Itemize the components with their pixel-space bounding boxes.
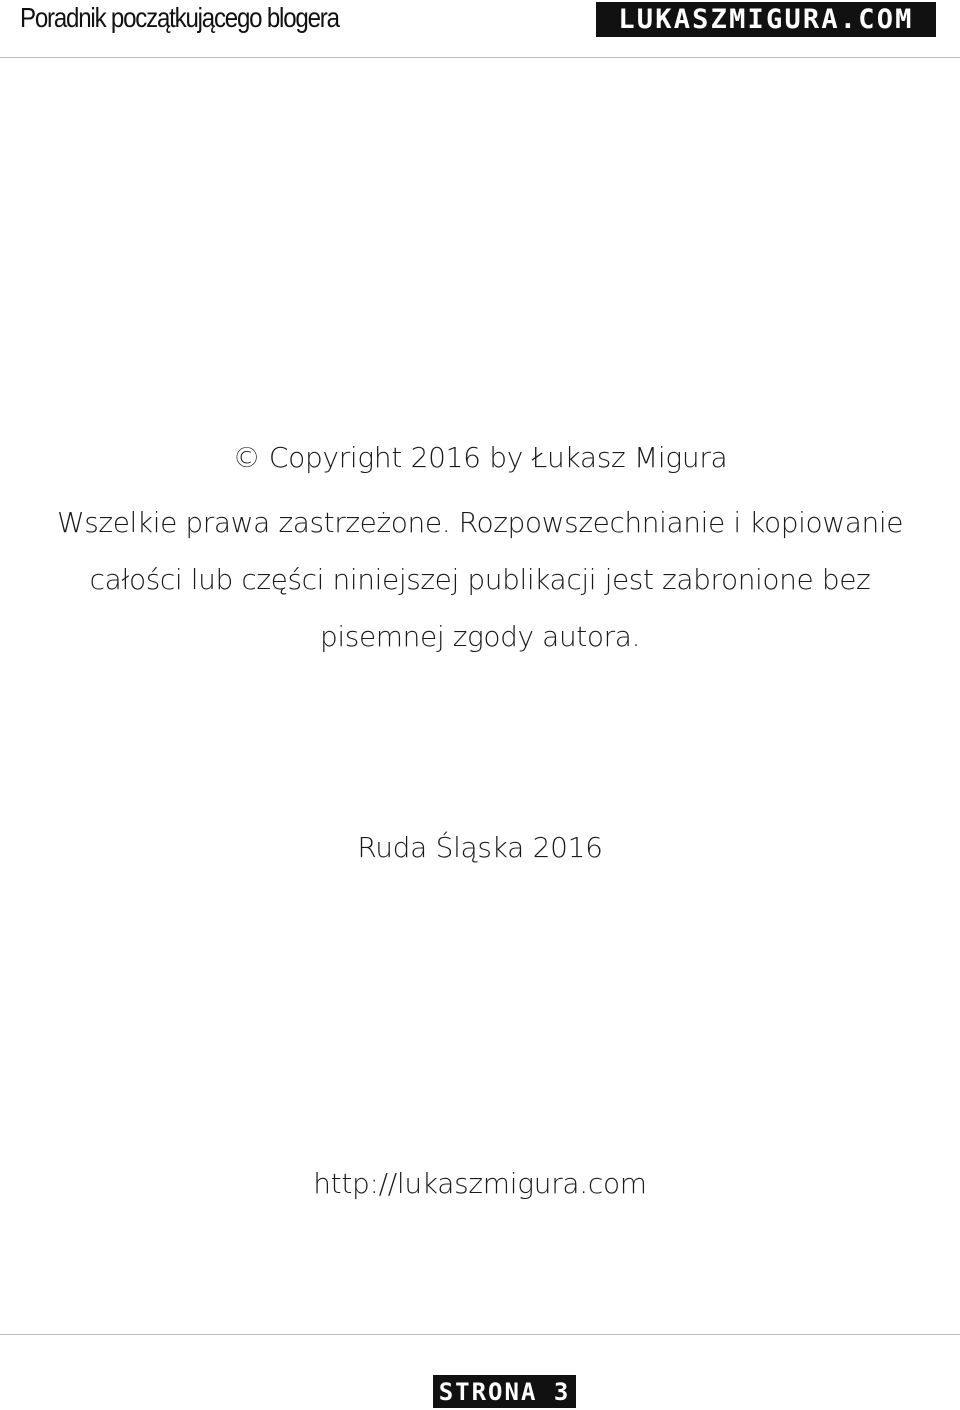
rights-notice xyxy=(0,494,960,665)
header-divider xyxy=(0,57,960,58)
copyright-line: © Copyright 2016 by Łukasz Migura xyxy=(232,441,728,474)
page-number-label: STRONA 3 xyxy=(438,1377,571,1406)
place-and-year: Ruda Śląska 2016 xyxy=(357,831,603,864)
page-number-badge xyxy=(433,1375,576,1408)
site-logo-text: LUKASZMIGURA.COM xyxy=(618,4,914,35)
footer-divider xyxy=(0,1334,960,1335)
website-link[interactable]: http://lukaszmigura.com xyxy=(313,1167,647,1200)
rights-notice-line: pisemnej zgody autora. xyxy=(320,620,640,653)
site-logo xyxy=(596,2,936,37)
rights-notice-line: Wszelkie prawa zastrzeżone. Rozpowszechnianie i kopiowanie xyxy=(56,506,904,539)
rights-notice-line: całości lub części niniejszej publikacji jest zabronione bez xyxy=(89,563,871,596)
document-title: Poradnik początkującego blogera xyxy=(20,2,339,33)
